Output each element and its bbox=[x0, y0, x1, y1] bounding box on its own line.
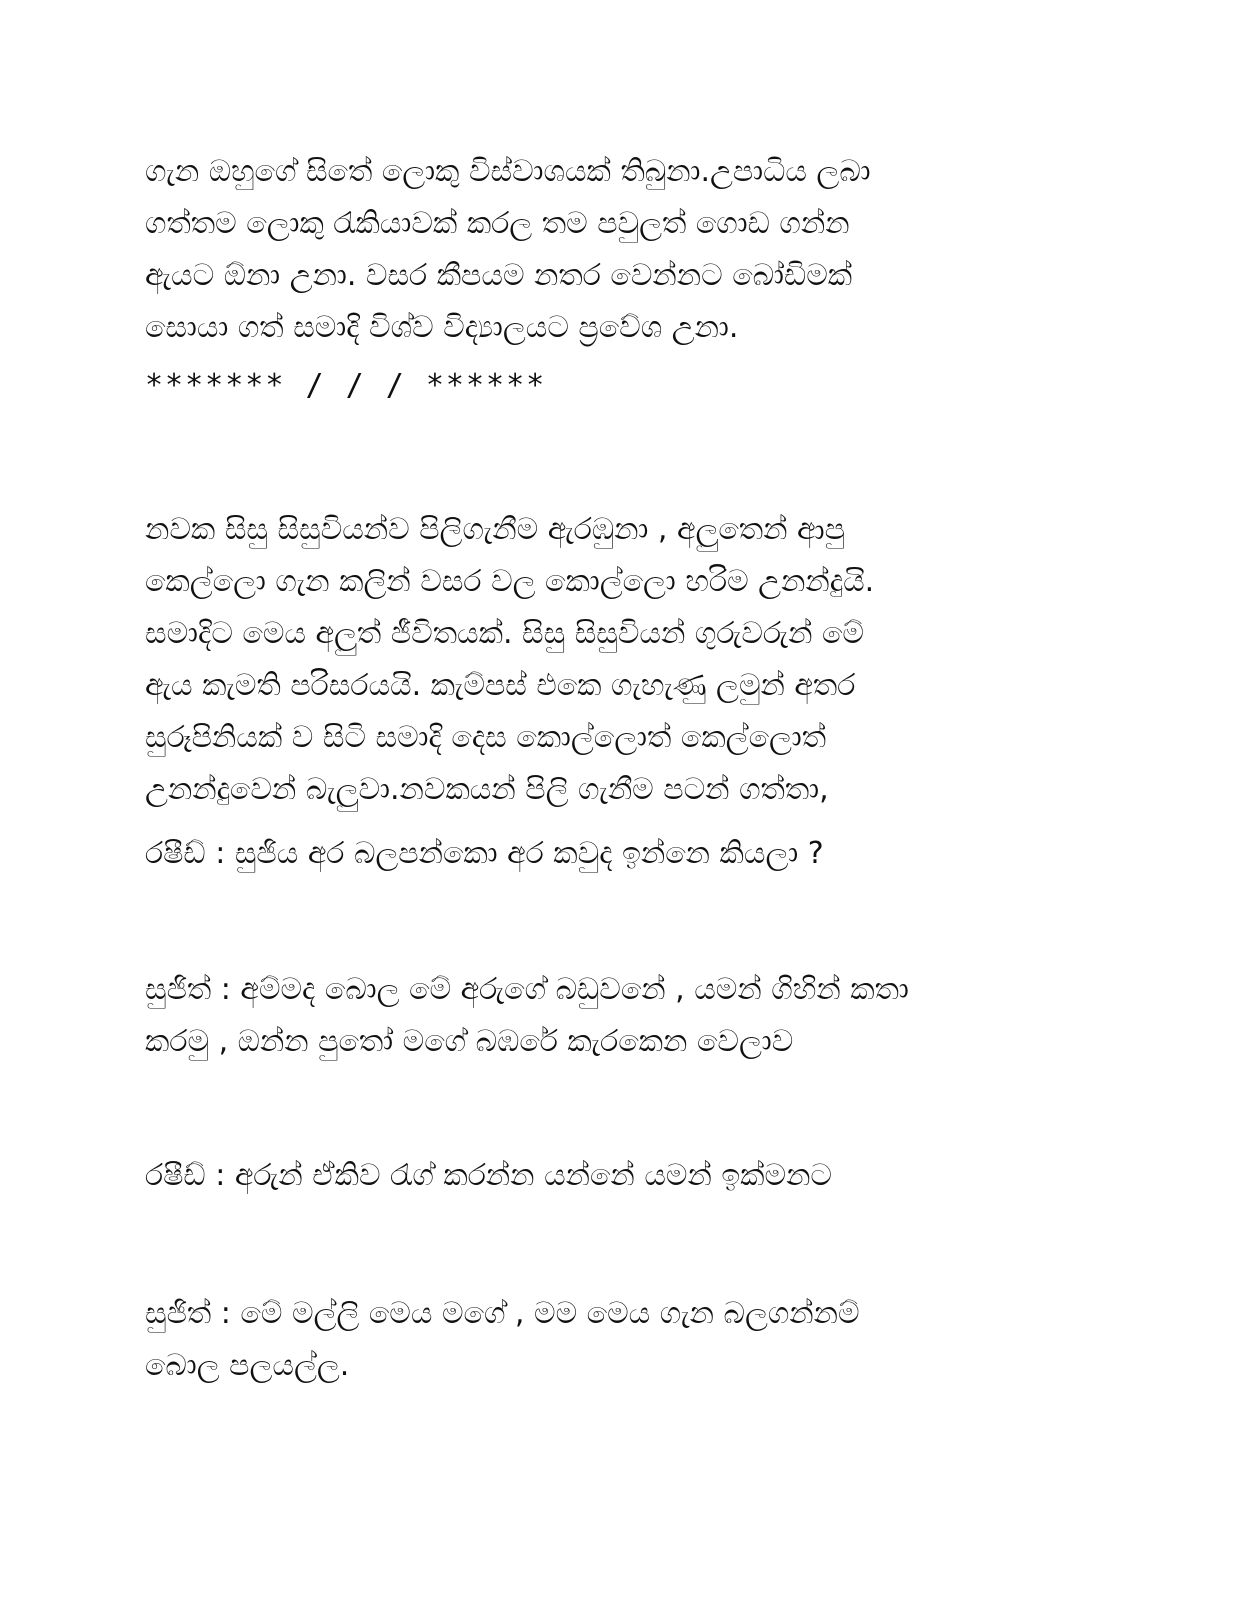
paragraph-2-line-2: කෙල්ලො ගැන කලින් වසර වල කොල්ලො හරිම උනන්දුයි. bbox=[145, 564, 875, 599]
dialogue-line-rasheed-1: රෂීඩ් : සුජිය අර බලපන්කො අර කවුද ඉන්නෙ කියලා ? bbox=[145, 836, 824, 871]
paragraph-2-line-4: ඇය කැමති පරිසරයයි. කැම්පස් එකෙ ගැහැණු ලමුන් අතර bbox=[145, 668, 856, 703]
dialogue-line-sujith-1a: සුජිත් : අම්මද බොල මේ අරුගේ බඩුවනේ , යමන් ගිහින් කතා bbox=[145, 972, 909, 1007]
section-separator: ******* / / / ****** bbox=[145, 368, 547, 403]
dialogue-line-sujith-1b: කරමු , ඔන්න පුතෝ මගේ බඹරේ කැරකෙන වෙලාව bbox=[145, 1024, 794, 1059]
dialogue-line-rasheed-2: රෂීඩ් : අරුන් ඒකිව රැග් කරන්න යන්නේ යමන් ඉක්මනට bbox=[145, 1158, 832, 1193]
paragraph-1-line-3: ඇයට ඕනා උනා. වසර කීපයම නතර වෙන්නට බෝඩිමක් bbox=[145, 258, 853, 293]
paragraph-1-line-4: සොයා ගත් සමාදි විශ්ව විද්‍යාලයට ප්‍රවේශ උනා. bbox=[145, 310, 739, 345]
paragraph-2-line-5: සුරූපිනියක් ව සිටි සමාදි දෙස කොල්ලොත් කෙල්ලොත් bbox=[145, 720, 827, 755]
paragraph-2-line-3: සමාදිට මෙය අලුත් ජීවිතයක්. සිසු සිසුවියන් ගුරුවරුන් මේ bbox=[145, 616, 864, 651]
paragraph-2-line-1: නවක සිසු සිසුවියන්ව පිලිගැනීම ඇරඹුනා , අලුතෙන් ආපු bbox=[145, 512, 845, 547]
paragraph-1-line-2: ගත්තම ලොකු රැකියාවක් කරල තම පවුලත් ගොඩ ගන්න bbox=[145, 206, 850, 241]
paragraph-2-line-6: උනන්දුවෙන් බැලුවා.නවකයන් පිලි ගැනීම පටන් ගත්තා, bbox=[145, 772, 829, 807]
dialogue-line-sujith-2b: බොල පලයල්ල. bbox=[145, 1348, 350, 1383]
dialogue-line-sujith-2a: සුජිත් : මේ මල්ලි මෙය මගේ , මම මෙය ගැන බලගන්නම් bbox=[145, 1296, 860, 1331]
paragraph-1-line-1: ගැන ඔහුගේ සිතේ ලොකු විස්වාශයක් තිබුනා.උපාධිය ලබා bbox=[145, 154, 871, 189]
